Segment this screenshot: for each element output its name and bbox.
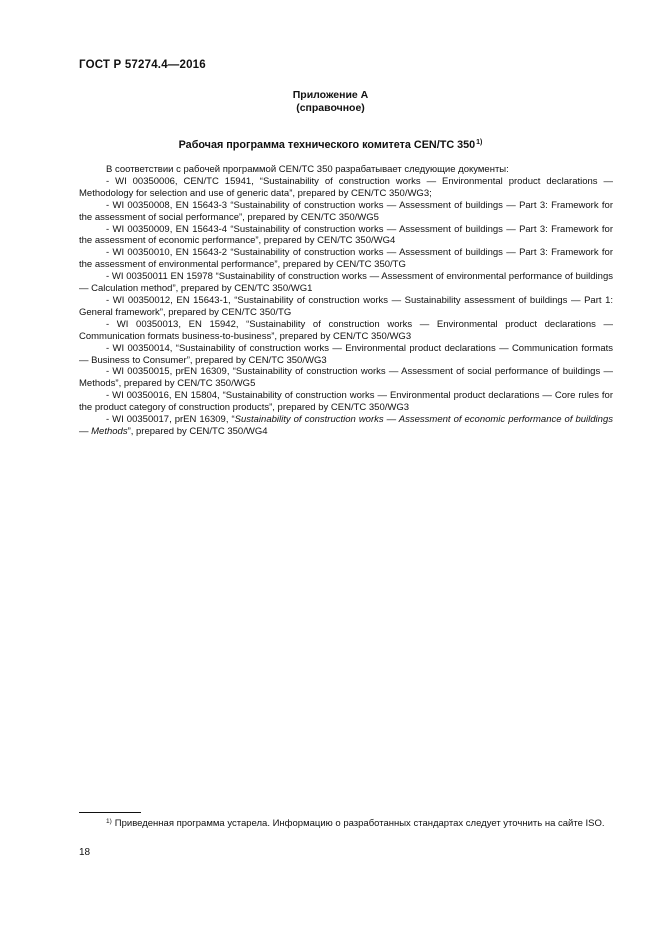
footnote-divider [79,812,141,813]
list-item: - WI 00350006, CEN/TC 15941, “Sustainability of construction works — Environmental product declarations — Methodology for selection and use of generic data”, prepared by CEN/TC 350/WG3; [79,175,613,199]
list-item: - WI 00350016, EN 15804, “Sustainability of construction works — Environmental product declarations — Core rules for the product category of construction products”, prepared by CEN/TC 350/WG3 [79,390,613,414]
list-item: - WI 00350010, EN 15643-2 “Sustainability of construction works — Assessment of buildings — Part 3: Framework for the assessment of environmental performance”, prepared by CEN/TC 350/TG [79,247,613,271]
document-code: ГОСТ Р 57274.4—2016 [79,59,206,71]
annex-title [0,139,661,151]
list-item: - WI 00350014, “Sustainability of construction works — Environmental product declarations — Communication formats — Business to Consumer”, prepared by CEN/TC 350/WG3 [79,342,613,366]
annex-status: (справочное) [296,102,365,114]
document-body [79,164,613,438]
list-item-italic-title: Sustainability of construction works — Assessment of economic performance of buildings — Methods [79,414,613,437]
list-item: - WI 00350013, EN 15942, “Sustainability of construction works — Environmental product declarations — Communication formats business-to-business”, prepared by CEN/TC 350/WG3 [79,318,613,342]
footnote [79,816,613,831]
list-item: - WI 00350011 EN 15978 “Sustainability of construction works — Assessment of environmental performance of buildings — Calculation method”, prepared by CEN/TC 350/WG1 [79,271,613,295]
list-item-suffix: ”, prepared by CEN/TC 350/WG4 [127,425,268,437]
footnote-mark: 1) [106,818,112,825]
intro-paragraph: В соответствии с рабочей программой CEN/TC 350 разрабатывает следующие документы: [106,164,509,175]
list-item: - WI 00350015, prEN 16309, “Sustainability of construction works — Assessment of social performance of buildings — Methods”, prepared by CEN/TC 350/WG5 [79,366,613,390]
list-item-prefix: - WI 00350017, prEN 16309, “ [106,414,235,426]
list-item: - WI 00350012, EN 15643-1, “Sustainability of construction works — Sustainability assessment of buildings — Part 1: General framework”, prepared by CEN/TC 350/TG [79,294,613,318]
annex-title-text: Рабочая программа технического комитета CEN/TC 350 [178,139,476,151]
annex-heading [0,89,661,115]
footnote-text: Приведенная программа устарела. Информацию о разработанных стандартах следует уточнить на сайте ISO. [114,818,605,829]
footnote-reference: 1) [476,139,483,146]
annex-label: Приложение А [292,89,369,101]
list-item-last [79,414,613,438]
list-item: - WI 00350008, EN 15643-3 “Sustainability of construction works — Assessment of buildings — Part 3: Framework for the assessment of social performance”, prepared by CEN/TC 350/WG5 [79,199,613,223]
list-item: - WI 00350009, EN 15643-4 “Sustainability of construction works — Assessment of buildings — Part 3: Framework for the assessment of economic performance”, prepared by CEN/TC 350/WG4 [79,223,613,247]
page-number: 18 [79,847,91,858]
footnote-paragraph [79,816,613,831]
